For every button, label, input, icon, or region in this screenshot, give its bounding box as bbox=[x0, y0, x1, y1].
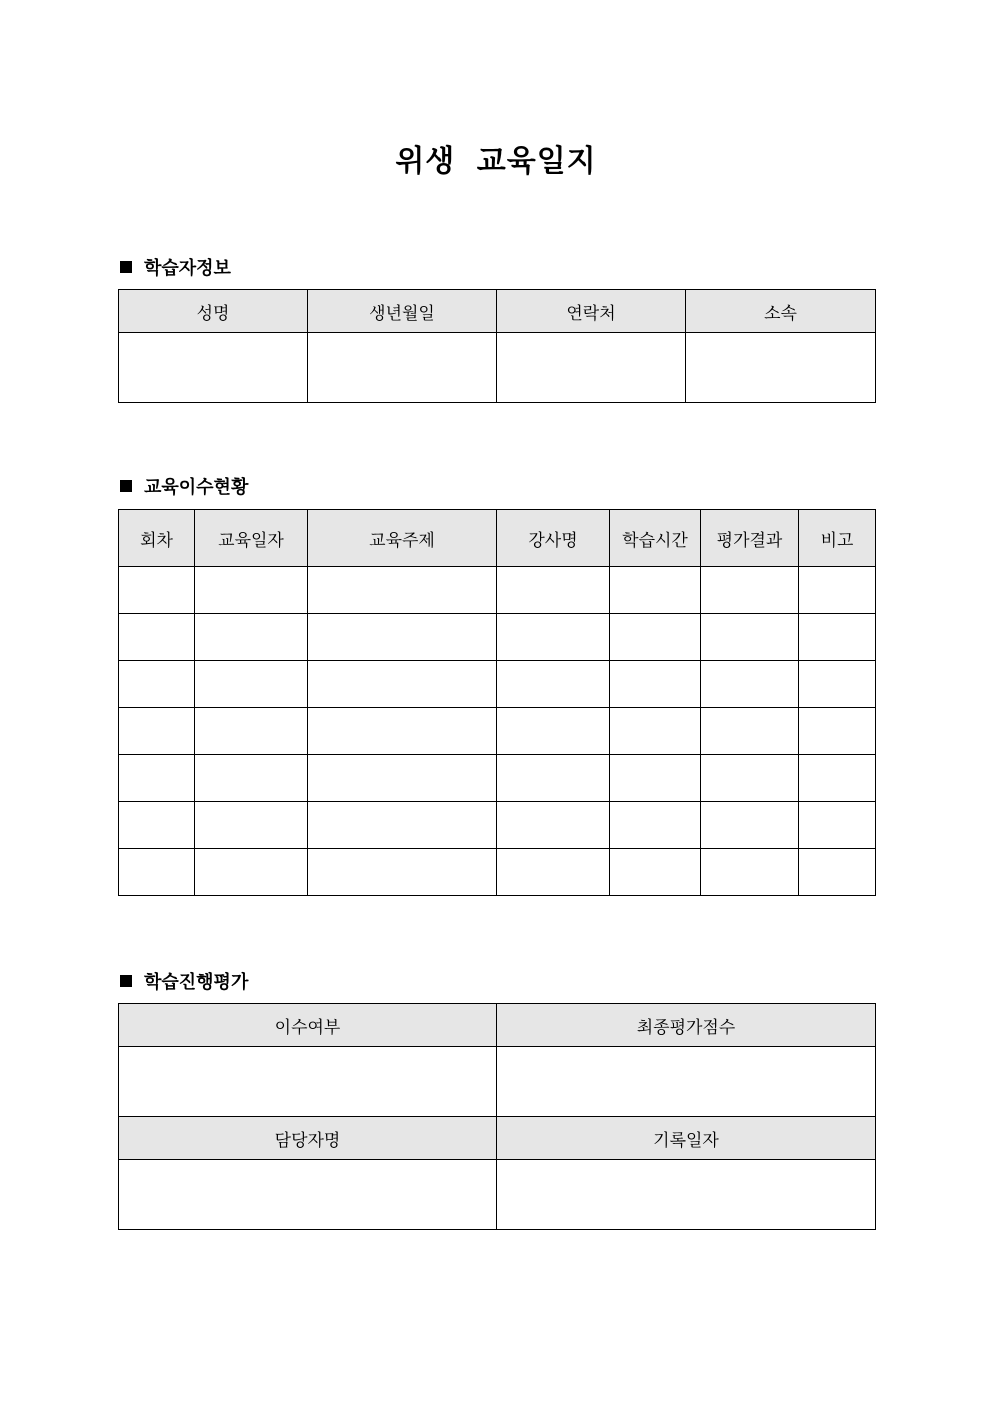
table-cell[interactable] bbox=[701, 661, 799, 708]
table-cell[interactable] bbox=[610, 614, 701, 661]
table-cell[interactable] bbox=[119, 661, 195, 708]
header-session: 회차 bbox=[119, 510, 195, 567]
table-row bbox=[119, 802, 876, 849]
table-row bbox=[119, 567, 876, 614]
table-cell[interactable] bbox=[119, 708, 195, 755]
contact-cell[interactable] bbox=[497, 333, 686, 403]
table-cell[interactable] bbox=[308, 755, 497, 802]
affiliation-cell[interactable] bbox=[686, 333, 876, 403]
table-cell[interactable] bbox=[799, 849, 876, 896]
header-instructor: 강사명 bbox=[497, 510, 610, 567]
table-cell[interactable] bbox=[119, 849, 195, 896]
table-cell[interactable] bbox=[497, 661, 610, 708]
table-row bbox=[119, 614, 876, 661]
table-cell[interactable] bbox=[308, 614, 497, 661]
table-cell[interactable] bbox=[701, 708, 799, 755]
table-cell[interactable] bbox=[799, 755, 876, 802]
header-contact: 연락처 bbox=[497, 290, 686, 333]
square-bullet-icon bbox=[120, 261, 132, 273]
table-header-row bbox=[119, 510, 876, 567]
table-row bbox=[119, 1160, 876, 1230]
learner-info-table bbox=[118, 289, 876, 403]
table-cell[interactable] bbox=[610, 708, 701, 755]
table-cell[interactable] bbox=[497, 708, 610, 755]
table-cell[interactable] bbox=[701, 567, 799, 614]
header-birthdate: 생년월일 bbox=[308, 290, 497, 333]
table-row bbox=[119, 708, 876, 755]
table-cell[interactable] bbox=[497, 755, 610, 802]
header-manager-name: 담당자명 bbox=[119, 1117, 497, 1160]
table-header-row bbox=[119, 1117, 876, 1160]
section-heading-label: 학습진행평가 bbox=[144, 972, 249, 993]
record-date-cell[interactable] bbox=[497, 1160, 876, 1230]
header-training-topic: 교육주제 bbox=[308, 510, 497, 567]
table-cell[interactable] bbox=[195, 661, 308, 708]
table-row bbox=[119, 755, 876, 802]
table-cell[interactable] bbox=[308, 849, 497, 896]
table-cell[interactable] bbox=[119, 614, 195, 661]
final-score-cell[interactable] bbox=[497, 1047, 876, 1117]
table-cell[interactable] bbox=[195, 849, 308, 896]
table-cell[interactable] bbox=[701, 755, 799, 802]
progress-eval-table bbox=[118, 1003, 876, 1230]
birthdate-cell[interactable] bbox=[308, 333, 497, 403]
table-cell[interactable] bbox=[610, 755, 701, 802]
header-completion-status: 이수여부 bbox=[119, 1004, 497, 1047]
completion-status-cell[interactable] bbox=[119, 1047, 497, 1117]
table-cell[interactable] bbox=[195, 802, 308, 849]
section-heading-label: 교육이수현황 bbox=[144, 477, 249, 498]
table-cell[interactable] bbox=[308, 661, 497, 708]
table-cell[interactable] bbox=[701, 849, 799, 896]
table-cell[interactable] bbox=[799, 708, 876, 755]
table-header-row bbox=[119, 1004, 876, 1047]
header-remarks: 비고 bbox=[799, 510, 876, 567]
table-cell[interactable] bbox=[308, 708, 497, 755]
header-record-date: 기록일자 bbox=[497, 1117, 876, 1160]
table-cell[interactable] bbox=[308, 802, 497, 849]
table-cell[interactable] bbox=[497, 802, 610, 849]
table-cell[interactable] bbox=[497, 849, 610, 896]
table-cell[interactable] bbox=[195, 567, 308, 614]
table-cell[interactable] bbox=[497, 567, 610, 614]
section-heading-training-status bbox=[120, 473, 248, 499]
table-cell[interactable] bbox=[799, 802, 876, 849]
section-heading-learner-info bbox=[120, 254, 231, 280]
table-row bbox=[119, 661, 876, 708]
table-cell[interactable] bbox=[610, 567, 701, 614]
table-cell[interactable] bbox=[610, 849, 701, 896]
header-final-score: 최종평가점수 bbox=[497, 1004, 876, 1047]
training-status-table bbox=[118, 509, 876, 896]
table-header-row bbox=[119, 290, 876, 333]
section-heading-label: 학습자정보 bbox=[144, 258, 231, 279]
table-cell[interactable] bbox=[799, 661, 876, 708]
table-cell[interactable] bbox=[119, 567, 195, 614]
table-cell[interactable] bbox=[119, 755, 195, 802]
header-name: 성명 bbox=[119, 290, 308, 333]
table-cell[interactable] bbox=[610, 661, 701, 708]
table-row bbox=[119, 333, 876, 403]
square-bullet-icon bbox=[120, 975, 132, 987]
table-cell[interactable] bbox=[195, 755, 308, 802]
manager-name-cell[interactable] bbox=[119, 1160, 497, 1230]
table-row bbox=[119, 849, 876, 896]
header-affiliation: 소속 bbox=[686, 290, 876, 333]
table-cell[interactable] bbox=[497, 614, 610, 661]
table-cell[interactable] bbox=[119, 802, 195, 849]
table-cell[interactable] bbox=[799, 614, 876, 661]
header-study-hours: 학습시간 bbox=[610, 510, 701, 567]
table-cell[interactable] bbox=[195, 614, 308, 661]
table-cell[interactable] bbox=[308, 567, 497, 614]
header-eval-result: 평가결과 bbox=[701, 510, 799, 567]
table-cell[interactable] bbox=[701, 614, 799, 661]
table-row bbox=[119, 1047, 876, 1117]
table-cell[interactable] bbox=[701, 802, 799, 849]
header-training-date: 교육일자 bbox=[195, 510, 308, 567]
document-title: 위생 교육일지 bbox=[395, 144, 597, 179]
square-bullet-icon bbox=[120, 480, 132, 492]
name-cell[interactable] bbox=[119, 333, 308, 403]
table-cell[interactable] bbox=[799, 567, 876, 614]
table-cell[interactable] bbox=[610, 802, 701, 849]
table-cell[interactable] bbox=[195, 708, 308, 755]
section-heading-progress-eval bbox=[120, 968, 248, 994]
